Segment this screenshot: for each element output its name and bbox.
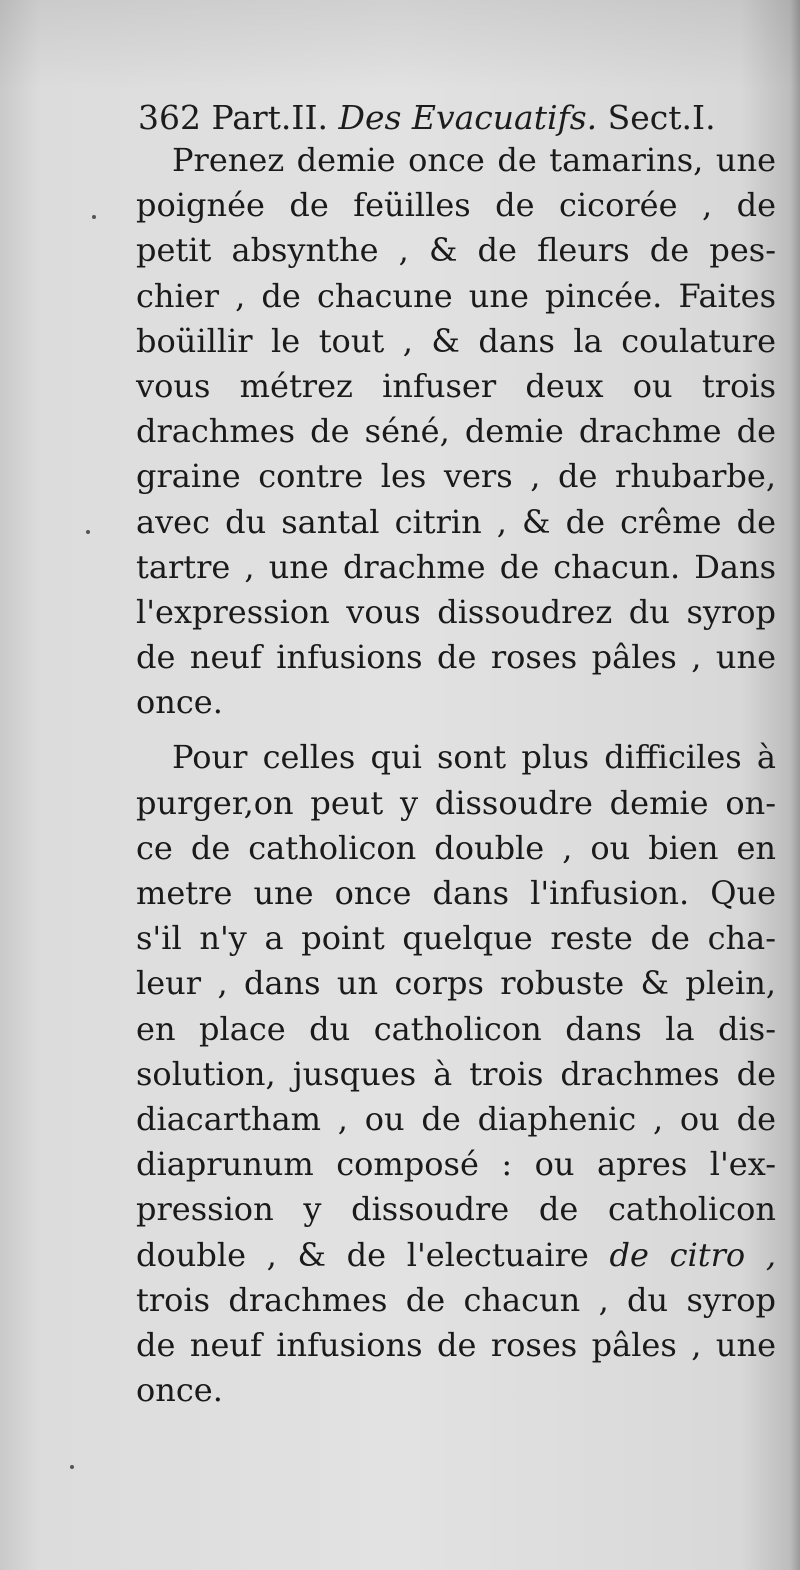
text-line: de neuf infusions de roses pâles , une: [136, 638, 776, 677]
text-line: en place du catholicon dans la dis-: [136, 1009, 776, 1048]
paper-speck: [86, 530, 90, 534]
text-line: l'expression vous dissoudrez du syrop: [136, 592, 776, 631]
text-line: diacartham , ou de diaphenic , ou de: [136, 1099, 776, 1138]
paper-speck: [70, 1465, 74, 1469]
text-line: ce de catholicon double , ou bien en: [136, 828, 776, 867]
text-line: avec du santal citrin , & de crême de: [136, 502, 776, 541]
paragraph-gap: [136, 725, 776, 735]
text-line: once.: [136, 683, 223, 722]
text-line: once.: [136, 1371, 223, 1410]
text-line: s'il n'y a point quelque reste de cha-: [136, 919, 776, 958]
paper-speck: [92, 215, 96, 219]
text-line: graine contre les vers , de rhubarbe,: [136, 457, 776, 496]
text-line: purger,on peut y dissoudre demie on-: [136, 783, 776, 822]
running-head: [138, 98, 778, 142]
text-line: drachmes de séné, demie drachme de: [136, 412, 776, 451]
text-line: solution, jusques à trois drachmes de: [136, 1054, 776, 1093]
text-line: chier , de chacune une pincée. Faites: [136, 276, 776, 315]
text-line: trois drachmes de chacun , du syrop: [136, 1280, 776, 1319]
text-line: de neuf infusions de roses pâles , une: [136, 1325, 776, 1364]
text-line: metre une once dans l'infusion. Que: [136, 874, 776, 912]
text-line: leur , dans un corps robuste & plein,: [136, 964, 776, 1003]
text-line: tartre , une drachme de chacun. Dans: [136, 547, 776, 586]
text-line: Pour celles qui sont plus difficiles à: [172, 738, 776, 777]
chapter-title: Des Evacuatifs.: [338, 98, 598, 137]
text-line: poignée de feüilles de cicorée , de: [136, 186, 776, 225]
text-line: diaprunum composé : ou apres l'ex-: [136, 1145, 776, 1184]
body-text: [136, 138, 776, 1413]
text-line: petit absynthe , & de fleurs de pes-: [136, 231, 776, 270]
italic-phrase: de citro ,: [609, 1235, 777, 1274]
section-label: Sect.I.: [607, 98, 716, 137]
text-line-part: double , & de l'electuaire: [136, 1235, 589, 1274]
text-line: Prenez demie once de tamarins, une: [172, 141, 776, 179]
part-label: Part.II.: [211, 98, 328, 137]
text-line: boüillir le tout , & dans la coulature: [136, 321, 776, 360]
text-line: vous métrez infuser deux ou trois: [136, 366, 776, 405]
page-number: 362: [138, 98, 201, 137]
text-line: pression y dissoudre de catholicon: [136, 1190, 776, 1229]
text-line-with-italic: [136, 1233, 776, 1278]
page-shadow: [0, 0, 800, 90]
